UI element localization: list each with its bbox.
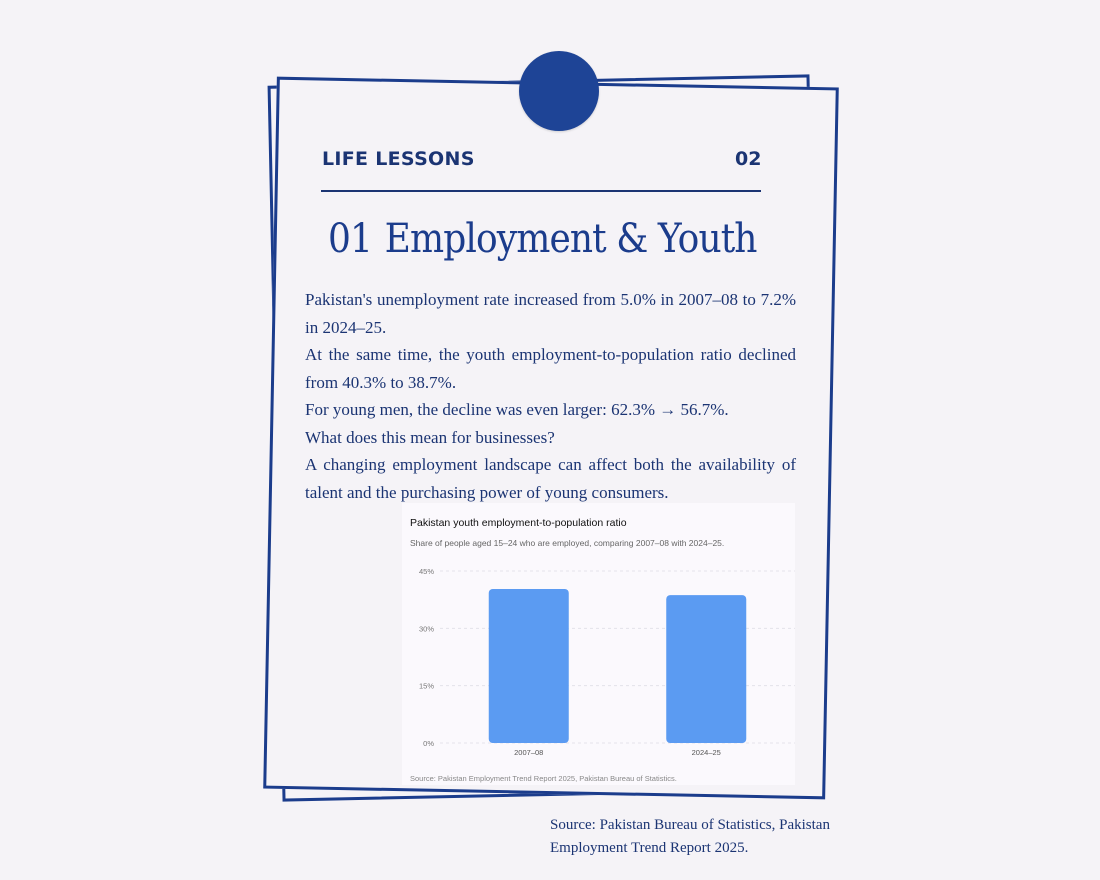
paragraph: A changing employment landscape can affect both the availability of talent and the purchasing power of young consumers.	[305, 455, 796, 502]
chart-source: Source: Pakistan Employment Trend Report 2025, Pakistan Bureau of Statistics.	[410, 774, 677, 783]
chart-title: Pakistan youth employment-to-population ratio	[410, 517, 627, 529]
paragraph: What does this mean for businesses?	[305, 427, 555, 447]
bar	[666, 595, 746, 743]
y-tick-label: 45%	[418, 567, 434, 576]
pin-circle	[519, 51, 599, 131]
paragraph: For young men, the decline was even larger: 62.3% → 56.7%.	[305, 400, 729, 419]
section-label: LIFE LESSONS	[322, 148, 475, 170]
paragraph: At the same time, the youth employment-to-population ratio declined from 40.3% to 38.7%.	[305, 345, 796, 392]
footer-source-line: Employment Trend Report 2025.	[550, 840, 749, 856]
paragraph: Pakistan's unemployment rate increased from 5.0% in 2007–08 to 7.2% in 2024–25.	[305, 290, 796, 337]
chart-card	[402, 503, 795, 785]
x-tick-label: 2024–25	[691, 748, 721, 757]
bar	[489, 589, 569, 743]
title-number: 01	[328, 216, 373, 262]
bar-chart	[402, 503, 795, 785]
header-divider	[321, 190, 761, 192]
body-text	[305, 286, 796, 506]
page-number: 02	[735, 148, 762, 170]
chart-subtitle: Share of people aged 15–24 who are employed, comparing 2007–08 with 2024–25.	[410, 538, 725, 548]
footer-source	[550, 814, 883, 860]
footer-source-line: Source: Pakistan Bureau of Statistics, Pakistan	[550, 817, 830, 833]
y-tick-label: 15%	[418, 681, 434, 691]
title-text: Employment & Youth	[384, 216, 757, 262]
x-tick-label: 2007–08	[514, 748, 544, 757]
y-tick-label: 30%	[418, 624, 434, 634]
y-tick-label: 0%	[423, 739, 434, 748]
page-title	[328, 216, 757, 262]
